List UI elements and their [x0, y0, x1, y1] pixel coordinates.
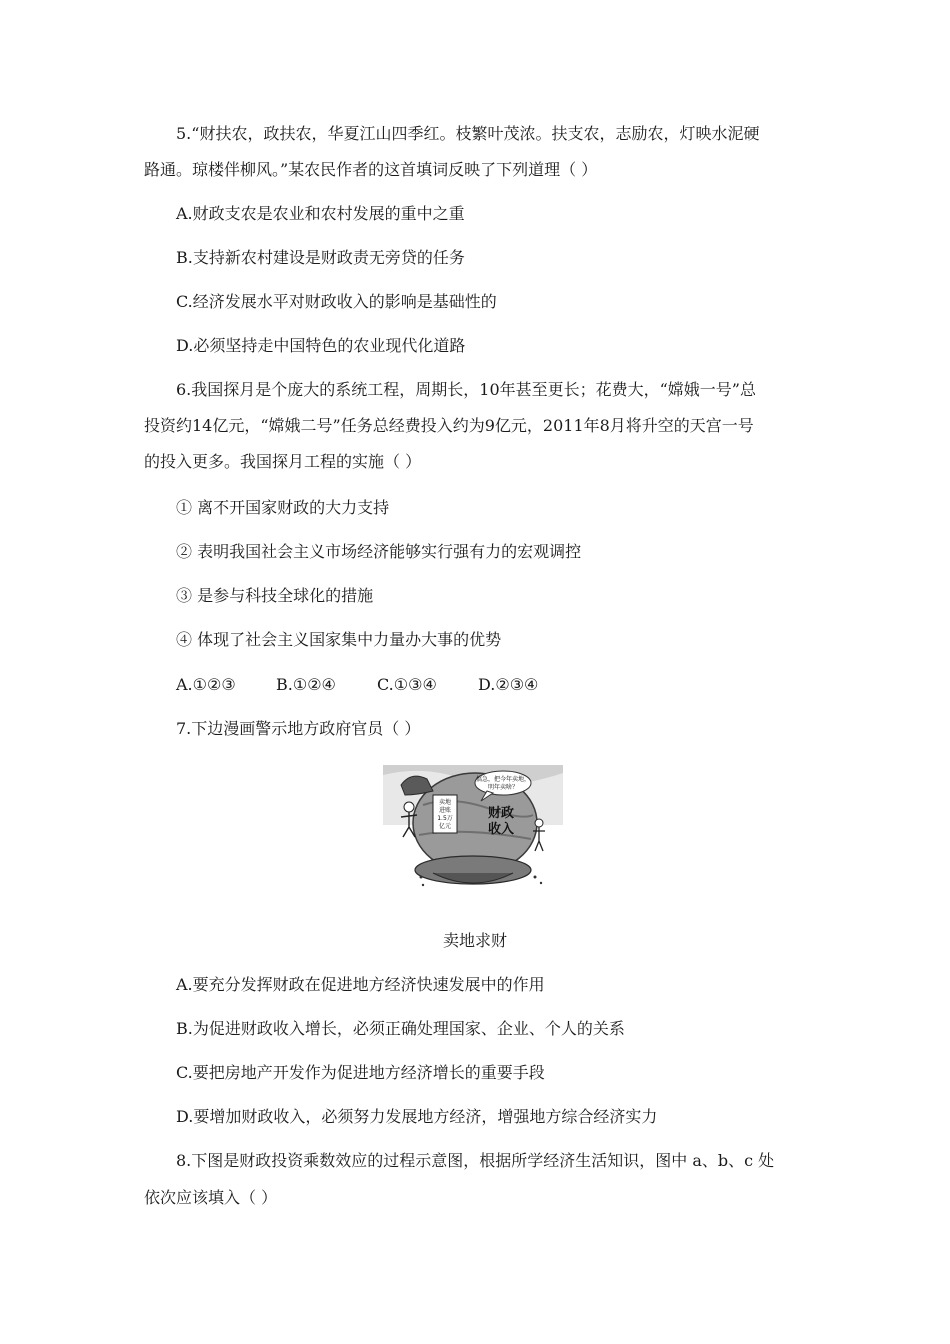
q5-option-c: C.经济发展水平对财政收入的影响是基础性的: [176, 292, 497, 311]
q6-statement-1: ① 离不开国家财政的大力支持: [176, 498, 390, 517]
svg-text:1.5万: 1.5万: [437, 815, 453, 822]
q7-option-c: C.要把房地产开发作为促进地方经济增长的重要手段: [176, 1063, 545, 1082]
q7-option-a: A.要充分发挥财政在促进地方经济快速发展中的作用: [176, 975, 545, 994]
q7-stem: 7.下边漫画警示地方政府官员（ ）: [176, 719, 421, 738]
q7-option-d: D.要增加财政收入，必须努力发展地方经济，增强地方综合经济实力: [176, 1107, 658, 1126]
cartoon-bubble-text: 搞急，把今年卖地，: [475, 776, 531, 783]
cartoon-bag-label: 财政: [487, 806, 515, 821]
q6-statement-4: ④ 体现了社会主义国家集中力量办大事的优势: [176, 630, 502, 649]
cartoon-sign-text: 卖地: [438, 799, 452, 806]
svg-text:收入: 收入: [487, 822, 515, 837]
q5-option-d: D.必须坚持走中国特色的农业现代化道路: [176, 336, 466, 355]
q6-stem-line1: 6.我国探月是个庞大的系统工程，周期长，10年甚至更长；花费大，“嫦娥一号”总: [176, 380, 756, 399]
cartoon-image: [383, 765, 563, 893]
q5-stem-line1: 5.“财扶农，政扶农，华夏江山四季红。枝繁叶茂浓。扶支农，志励农，灯映水泥硬: [176, 124, 760, 143]
q6-option-a: A.①②③: [176, 675, 236, 694]
q8-stem-line1: 8.下图是财政投资乘数效应的过程示意图，根据所学经济生活知识，图中 a、b、c 处: [176, 1151, 775, 1170]
q5-stem-line2: 路通。琼楼伴柳风。”某农民作者的这首填词反映了下列道理（ ）: [144, 160, 598, 179]
cartoon-caption: 卖地求财: [442, 931, 507, 950]
q6-option-c: C.①③④: [377, 675, 437, 694]
q5-option-b: B.支持新农村建设是财政责无旁贷的任务: [176, 248, 465, 267]
q5-option-a: A.财政支农是农业和农村发展的重中之重: [176, 204, 465, 223]
q6-stem-line2: 投资约14亿元，“嫦娥二号”任务总经费投入约为9亿元，2011年8月将升空的天宫一号: [144, 416, 754, 435]
q6-stem-line3: 的投入更多。我国探月工程的实施（ ）: [144, 452, 422, 471]
q6-option-d: D.②③④: [478, 675, 539, 694]
q8-stem-line2: 依次应该填入（ ）: [144, 1188, 278, 1207]
q7-option-b: B.为促进财政收入增长，必须正确处理国家、企业、个人的关系: [176, 1019, 625, 1038]
svg-text:明年卖啥？: 明年卖啥？: [487, 784, 519, 791]
q6-statement-3: ③ 是参与科技全球化的措施: [176, 586, 374, 605]
q6-statement-2: ② 表明我国社会主义市场经济能够实行强有力的宏观调控: [176, 542, 582, 561]
q6-option-b: B.①②④: [276, 675, 336, 694]
svg-text:亿元: 亿元: [438, 823, 452, 830]
svg-text:进账: 进账: [438, 807, 452, 814]
